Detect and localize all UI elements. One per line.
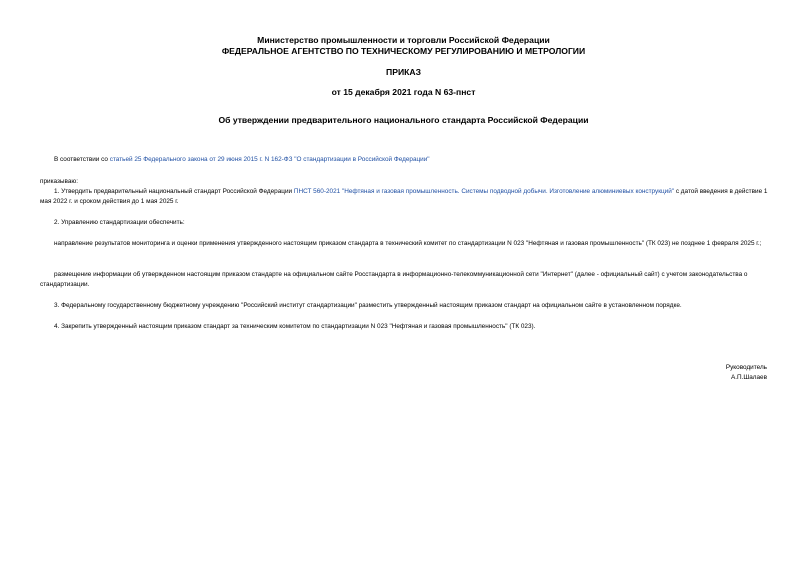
federal-law-link[interactable]: статьей 25 Федерального закона от 29 июня 2015 г. N 162-ФЗ "О стандартизации в Российской Федерации" <box>109 156 430 163</box>
doc-type: ПРИКАЗ <box>386 67 421 77</box>
item-2-b: размещение информации об утвержденном настоящим приказом стандарте на официальном сайте Росстандарта в информационно-телекоммуникационной сети "Интернет" (далее - официальный сайт) с учетом законодательства о стандартизации. <box>40 271 748 288</box>
intro-prefix: В соответствии со <box>54 156 110 163</box>
signature-role: Руководитель <box>725 364 767 371</box>
item-1-suffix: с датой введения в действие 1 мая 2022 г. и сроком действия до 1 мая 2025 г. <box>40 188 768 205</box>
date-number: от 15 декабря 2021 года N 63-пнст <box>331 87 476 97</box>
signature-name: А.П.Шалаев <box>730 374 767 381</box>
item-2-a: направление результатов мониторинга и оценки применения утвержденного настоящим приказом стандарта в технический комитет по стандартизации N 023 "Нефтяная и газовая промышленность" (ТК 023) не позднее 1 февраля 2025 г.; <box>54 240 762 247</box>
item-3: 3. Федеральному государственному бюджетному учреждению "Российский институт стандартизации" разместить утвержденный настоящим приказом стандарт на официальном сайте в установленном порядке. <box>54 302 682 309</box>
order-word: приказываю: <box>40 178 78 185</box>
item-1 <box>40 187 770 207</box>
item-2: 2. Управлению стандартизации обеспечить: <box>54 219 185 226</box>
agency-line: ФЕДЕРАЛЬНОЕ АГЕНТСТВО ПО ТЕХНИЧЕСКОМУ РЕГУЛИРОВАНИЮ И МЕТРОЛОГИИ <box>221 46 586 56</box>
standard-link[interactable]: ПНСТ 560-2021 "Нефтяная и газовая промышленность. Системы подводной добычи. Изготовление алюминиевых конструкций" <box>293 188 675 195</box>
doc-title: Об утверждении предварительного национального стандарта Российской Федерации <box>218 115 589 125</box>
intro-paragraph <box>54 155 774 165</box>
item-4: 4. Закрепить утвержденный настоящим приказом стандарт за техническим комитетом по стандартизации N 023 "Нефтяная и газовая промышленность" (ТК 023). <box>54 323 536 330</box>
ministry-line: Министерство промышленности и торговли Российской Федерации <box>257 35 550 45</box>
item-1-prefix: 1. Утвердить предварительный национальный стандарт Российской Федерации <box>54 188 294 195</box>
